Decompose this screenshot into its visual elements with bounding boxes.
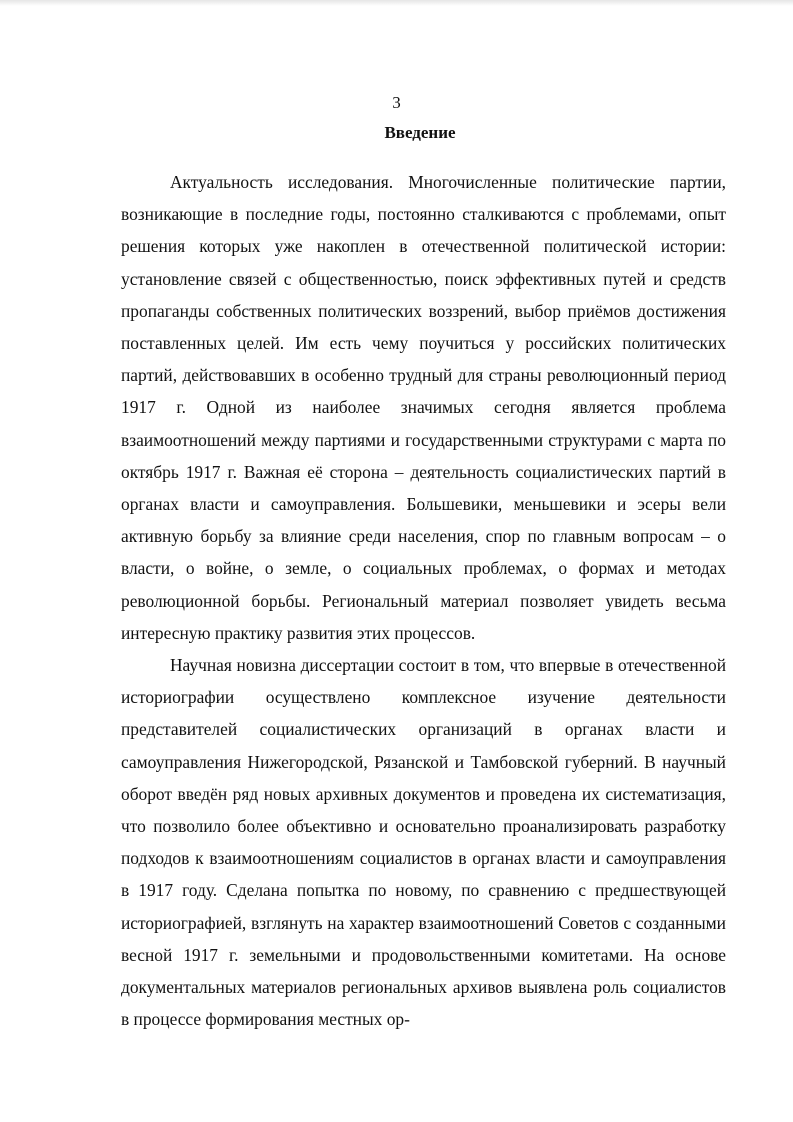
scan-edge-shadow [0, 0, 793, 6]
body-text [121, 166, 726, 1035]
page-number: 3 [392, 93, 401, 112]
paragraph-novelty: Научная новизна диссертации состоит в том, что впервые в отечественной историографии осуществлено комплексное изучение деятельности представителей социалистических организаций в органах власти и самоуправления Нижегородской, Рязанской и Тамбовской губерний. В научный оборот введён ряд новых архивных документов и проведена их систематизация, что позволило более объективно и основательно проанализировать разработку подходов к взаимоотношениям социалистов в органах власти и самоуправления в 1917 году. Сделана попытка по новому, по сравнению с предшествующей историографией, взглянуть на характер взаимоотношений Советов с созданными весной 1917 г. земельными и продовольственными комитетами. На основе документальных материалов региональных архивов выявлена роль социалистов в процессе формирования местных ор- [121, 655, 726, 1030]
paragraph-relevance: Актуальность исследования. Многочисленные политические партии, возникающие в последние годы, постоянно сталкиваются с проблемами, опыт решения которых уже накоплен в отечественной политической истории: установление связей с общественностью, поиск эффективных путей и средств пропаганды собственных политических воззрений, выбор приёмов достижения поставленных целей. Им есть чему поучиться у российских политических партий, действовавших в особенно трудный для страны революционный период 1917 г. Одной из наиболее значимых сегодня является проблема взаимоотношений между партиями и государственными структурами с марта по октябрь 1917 г. Важная её сторона – деятельность социалистических партий в органах власти и самоуправления. Большевики, меньшевики и эсеры вели активную борьбу за влияние среди населения, спор по главным вопросам – о власти, о войне, о земле, о социальных проблемах, о формах и методах революционной борьбы. Региональный материал позволяет увидеть весьма интересную практику развития этих процессов. [121, 172, 726, 643]
section-heading: Введение [384, 123, 456, 142]
